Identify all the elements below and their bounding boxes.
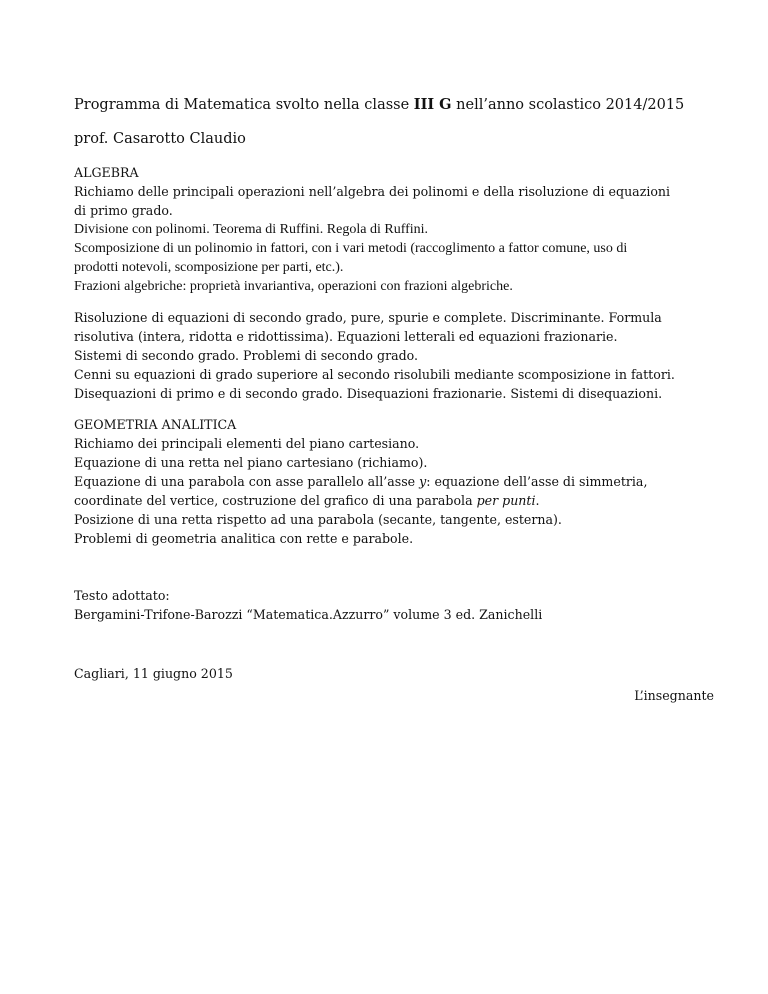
class-name: III G (413, 96, 452, 113)
italic-phrase: per punti (476, 493, 536, 508)
geometry-line-part: : equazione dell’asse di simmetria, (426, 474, 648, 489)
equations-section (74, 308, 714, 403)
geometry-line-part: coordinate del vertice, costruzione del grafico di una parabola (74, 493, 477, 508)
textbook-label: Testo adottato: (74, 588, 170, 603)
geometry-section (74, 415, 714, 548)
geometry-heading: GEOMETRIA ANALITICA (74, 417, 237, 432)
geometry-line: Equazione di una retta nel piano cartesiano (richiamo). (74, 455, 428, 470)
document-title (74, 95, 714, 115)
axis-variable: y (419, 474, 427, 489)
algebra-line: Frazioni algebriche: proprietà invariantiva, operazioni con frazioni algebriche. (74, 279, 513, 294)
signature-label: L’insegnante (634, 688, 714, 703)
title-suffix: nell’anno scolastico 2014/2015 (451, 97, 685, 113)
geometry-line: Posizione di una retta rispetto ad una parabola (secante, tangente, esterna). (74, 512, 562, 527)
teacher-name: prof. Casarotto Claudio (74, 131, 246, 147)
geometry-line (74, 472, 714, 491)
equations-line: risolutiva (intera, ridotta e ridottissima). Equazioni letterali ed equazioni frazionarie. (74, 329, 618, 344)
algebra-line: Richiamo delle principali operazioni nell’algebra dei polinomi e della risoluzione di equazioni (74, 184, 671, 199)
geometry-line: Richiamo dei principali elementi del piano cartesiano. (74, 436, 420, 451)
algebra-line: di primo grado. (74, 203, 173, 218)
place-date: Cagliari, 11 giugno 2015 (74, 666, 233, 681)
textbook-section (74, 586, 714, 624)
geometry-line (74, 491, 714, 510)
equations-line: Risoluzione di equazioni di secondo grado, pure, spurie e complete. Discriminante. Formula (74, 310, 662, 325)
equations-line: Sistemi di secondo grado. Problemi di secondo grado. (74, 348, 419, 363)
algebra-line: prodotti notevoli, scomposizione per parti, etc.). (74, 260, 344, 275)
algebra-line: Divisione con polinomi. Teorema di Ruffini. Regola di Ruffini. (74, 222, 429, 237)
document-page (74, 95, 714, 703)
geometry-line-part: Equazione di una parabola con asse parallelo all’asse (74, 474, 420, 489)
geometry-line-part: . (535, 493, 540, 508)
footer (74, 664, 714, 703)
equations-line: Cenni su equazioni di grado superiore al secondo risolubili mediante scomposizione in fattori. (74, 367, 675, 382)
geometry-line: Problemi di geometria analitica con rette e parabole. (74, 531, 414, 546)
title-prefix: Programma di Matematica svolto nella classe (74, 97, 414, 113)
algebra-heading: ALGEBRA (74, 165, 139, 180)
equations-line: Disequazioni di primo e di secondo grado. Disequazioni frazionarie. Sistemi di disequazioni. (74, 386, 663, 401)
algebra-section (74, 163, 714, 296)
textbook-reference: Bergamini-Trifone-Barozzi “Matematica.Azzurro” volume 3 ed. Zanichelli (74, 607, 543, 622)
algebra-line: Scomposizione di un polinomio in fattori, con i vari metodi (raccoglimento a fattor comune, uso di (74, 241, 628, 256)
